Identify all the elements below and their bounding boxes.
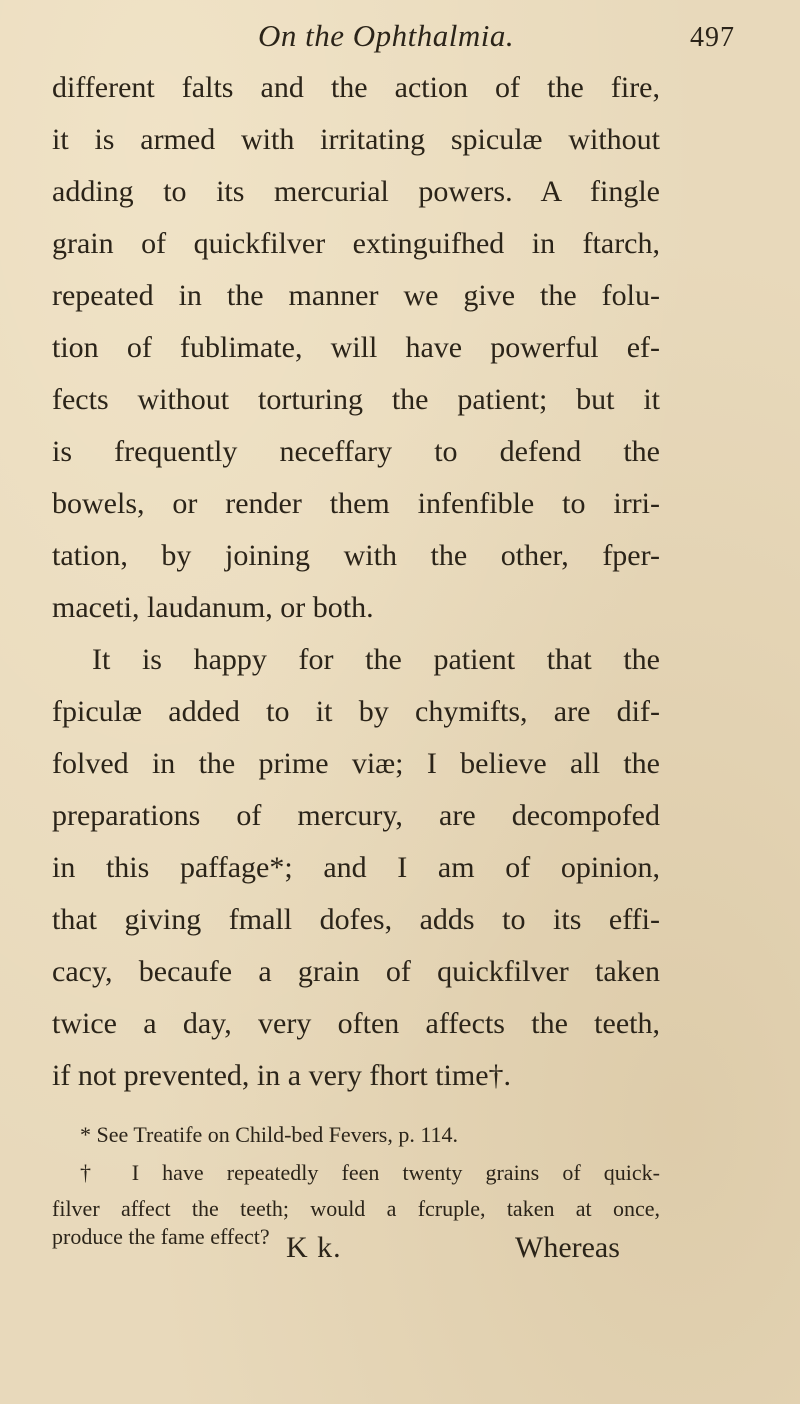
text-line: repeated in the manner we give the folu-: [52, 279, 660, 312]
text-line: twice a day, very often affects the teeth,: [52, 1007, 660, 1040]
text-line: cacy, becaufe a grain of quickfilver taken: [52, 955, 660, 988]
text-line: different falts and the action of the fire,: [52, 71, 660, 104]
text-line: is frequently neceffary to defend the: [52, 435, 660, 468]
text-line: if not prevented, in a very fhort time†.: [52, 1059, 512, 1092]
footnote-line: * See Treatife on Child-bed Fevers, p. 114.: [80, 1122, 459, 1147]
page-number: 497: [690, 22, 735, 53]
text-line: grain of quickfilver extinguifhed in ftarch,: [52, 227, 660, 260]
text-line: tion of fublimate, will have powerful ef-: [52, 331, 660, 364]
footnote-line: produce the fame effect?: [52, 1224, 270, 1249]
text-line: It is happy for the patient that the: [92, 643, 660, 676]
text-line: it is armed with irritating spiculæ without: [52, 123, 660, 156]
text-line: adding to its mercurial powers. A fingle: [52, 175, 660, 208]
text-line: tation, by joining with the other, fper-: [52, 539, 660, 572]
running-head-title: On the Ophthalmia.: [258, 18, 515, 53]
text-line: that giving fmall dofes, adds to its effi-: [52, 903, 660, 936]
text-line: fpiculæ added to it by chymifts, are dif-: [52, 695, 660, 728]
text-line: maceti, laudanum, or both.: [52, 591, 374, 624]
text-line: folved in the prime viæ; I believe all the: [52, 747, 660, 780]
footnote-line: † I have repeatedly feen twenty grains of quick-: [80, 1160, 660, 1185]
catchword: Whereas: [515, 1231, 620, 1264]
text-line: fects without torturing the patient; but it: [52, 383, 660, 416]
text-line: bowels, or render them infenfible to irri-: [52, 487, 660, 520]
signature-mark: K k.: [286, 1231, 342, 1264]
footnote-line: filver affect the teeth; would a fcruple, taken at once,: [52, 1196, 660, 1221]
running-head: [0, 18, 800, 68]
text-line: in this paffage*; and I am of opinion,: [52, 851, 660, 884]
text-line: preparations of mercury, are decompofed: [52, 799, 660, 832]
